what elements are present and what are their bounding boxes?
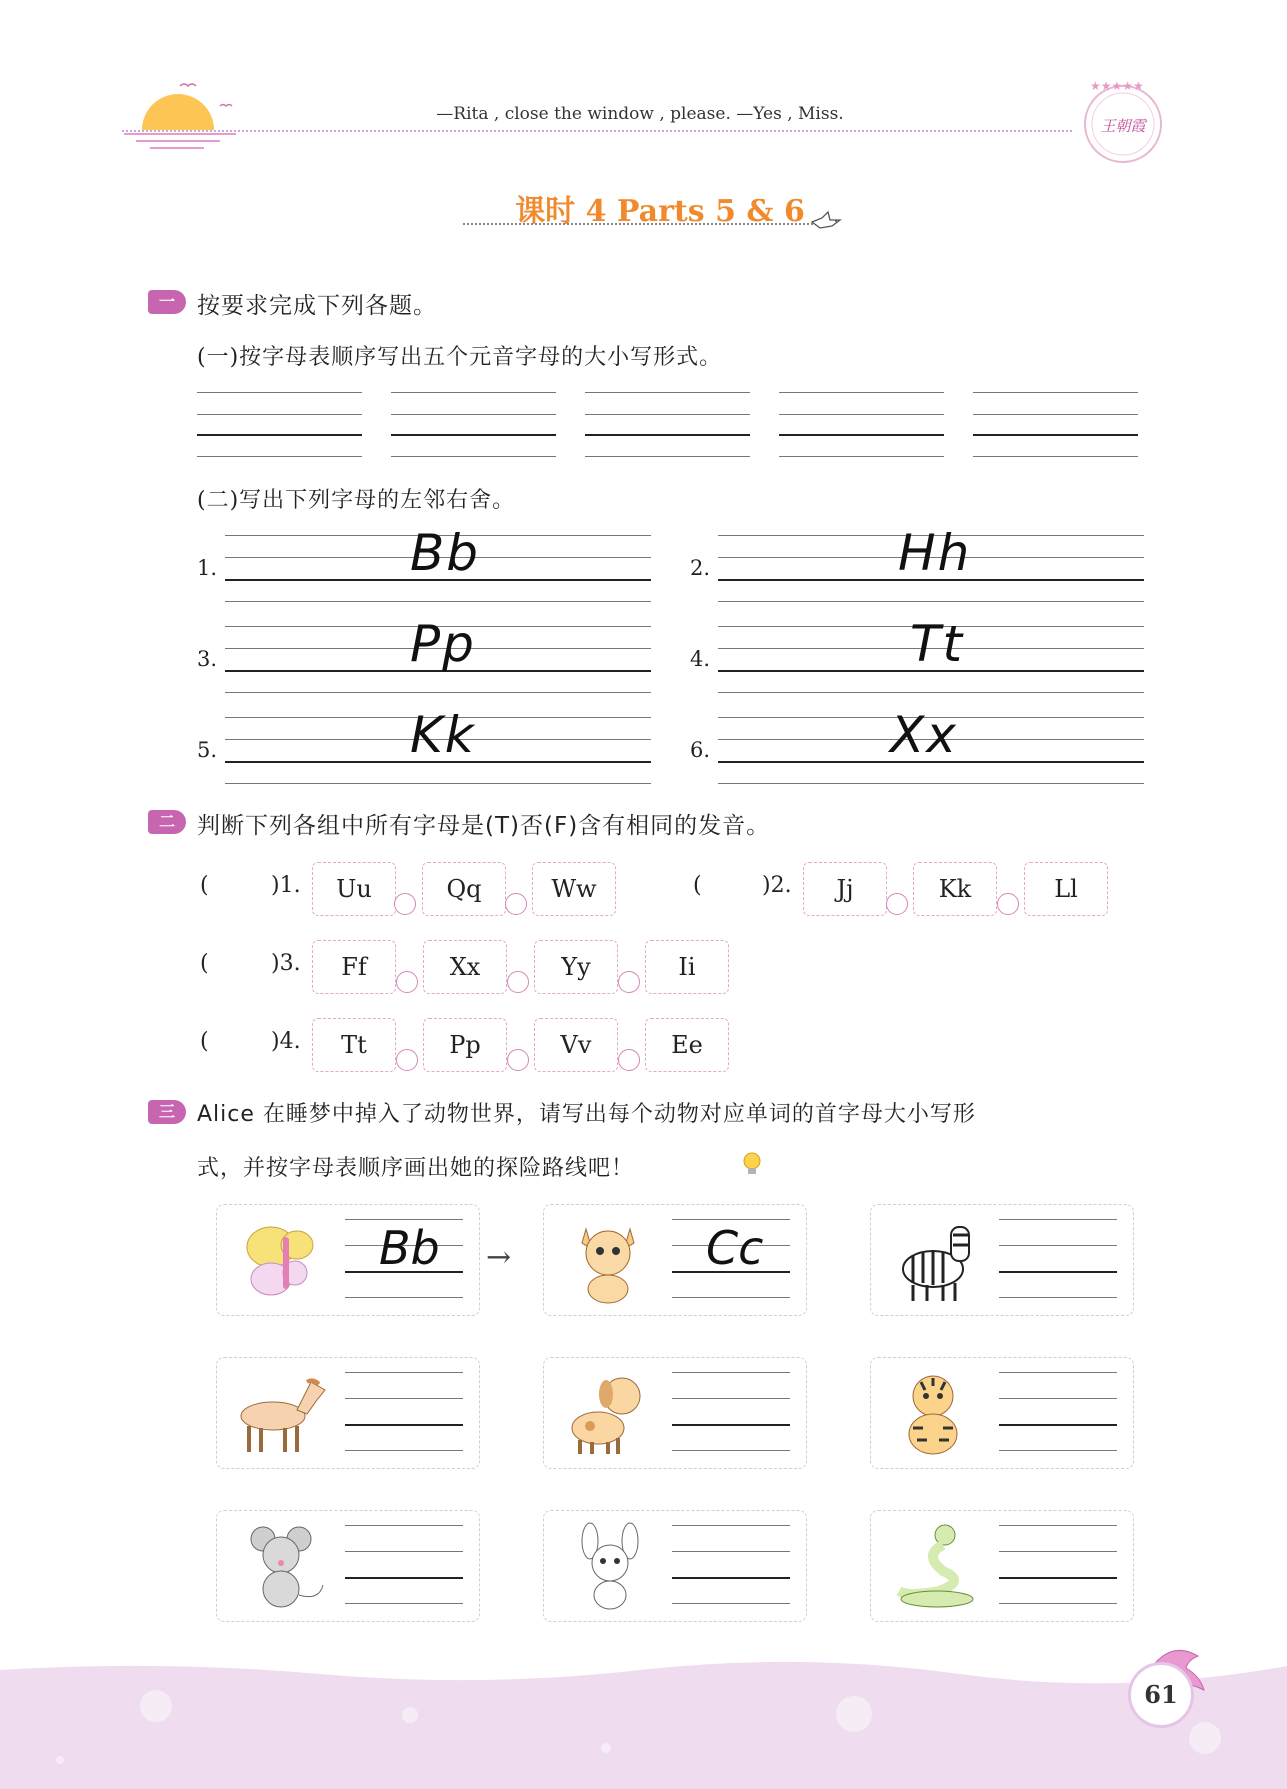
letter-box: Vv (534, 1018, 618, 1072)
letter-box: Xx (423, 940, 507, 994)
item-number: 4. (690, 647, 711, 671)
bead-decoration (505, 893, 527, 915)
bird-icon (810, 210, 844, 232)
section1-part2: (二)写出下列字母的左邻右舍。 (197, 488, 516, 513)
group-number: )3. (271, 951, 301, 976)
page-title: 课时 4 Parts 5 & 6 (515, 194, 805, 229)
section3-instruction-line1: Alice 在睡梦中掉入了动物世界，请写出每个动物对应单词的首字母大小写形 (197, 1102, 976, 1127)
section-badge-3: 三 (148, 1100, 186, 1124)
bead-decoration (886, 893, 908, 915)
given-letters-3: Pp (410, 615, 476, 673)
dog-icon (556, 1368, 666, 1458)
vowel-writing-grid-2[interactable] (391, 392, 556, 458)
header-divider (122, 130, 1072, 132)
letter-box: Jj (803, 862, 887, 916)
tiger-icon (883, 1368, 993, 1458)
bead-decoration (396, 1049, 418, 1071)
horse-icon (229, 1368, 339, 1458)
animal-card-dog[interactable] (543, 1357, 807, 1469)
bead-decoration (394, 893, 416, 915)
svg-text:★★★★★: ★★★★★ (1090, 79, 1144, 93)
sunset-icon (120, 78, 240, 153)
answer-paren-open[interactable]: ( (200, 951, 209, 976)
example-answer-cc: Cc (706, 1221, 764, 1275)
letter-box: Ii (645, 940, 729, 994)
letter-box: Uu (312, 862, 396, 916)
letter-box: Ee (645, 1018, 729, 1072)
letter-box: Ll (1024, 862, 1108, 916)
lightbulb-icon (740, 1150, 764, 1178)
vowel-writing-grid-3[interactable] (585, 392, 750, 458)
letter-box: Ff (312, 940, 396, 994)
animal-card-cat[interactable] (543, 1204, 807, 1316)
letter-box: Kk (913, 862, 997, 916)
route-arrow: → (486, 1240, 512, 1275)
animal-card-zebra[interactable] (870, 1204, 1134, 1316)
bead-decoration (997, 893, 1019, 915)
item-number: 2. (690, 556, 711, 580)
section-badge-2: 二 (148, 810, 186, 834)
letter-box: Qq (422, 862, 506, 916)
letter-box: Ww (532, 862, 616, 916)
bead-decoration (507, 971, 529, 993)
title-underline (463, 223, 813, 225)
section3-instruction-line2: 式，并按字母表顺序画出她的探险路线吧！ (197, 1156, 635, 1181)
cat-icon (556, 1215, 666, 1305)
section-badge-1: 一 (148, 290, 186, 314)
animal-card-snake[interactable] (870, 1510, 1134, 1622)
animal-card-horse[interactable] (216, 1357, 480, 1469)
animal-card-rabbit[interactable] (543, 1510, 807, 1622)
bead-decoration (507, 1049, 529, 1071)
page-number: 61 (1128, 1662, 1194, 1728)
mouse-icon (229, 1521, 339, 1611)
vowel-writing-grid-1[interactable] (197, 392, 362, 458)
vowel-writing-grid-5[interactable] (973, 392, 1138, 458)
bead-decoration (396, 971, 418, 993)
bead-decoration (618, 971, 640, 993)
vowel-writing-grid-4[interactable] (779, 392, 944, 458)
bead-decoration (618, 1049, 640, 1071)
header-dialogue: —Rita , close the window , please. —Yes , Miss. (436, 104, 844, 124)
given-letters-6: Xx (890, 706, 958, 764)
section2-instruction: 判断下列各组中所有字母是(T)否(F)含有相同的发音。 (197, 813, 771, 839)
letter-box: Yy (534, 940, 618, 994)
given-letters-4: Tt (910, 615, 965, 673)
answer-paren-open[interactable]: ( (200, 873, 209, 898)
letter-box: Tt (312, 1018, 396, 1072)
butterfly-icon (229, 1215, 339, 1305)
footer-wave (0, 1660, 1287, 1789)
item-number: 3. (197, 647, 218, 671)
animal-card-mouse[interactable] (216, 1510, 480, 1622)
group-number: )2. (762, 873, 792, 898)
item-number: 6. (690, 738, 711, 762)
group-number: )1. (271, 873, 301, 898)
given-letters-5: Kk (410, 706, 476, 764)
logo-text: 王朝霞 (1100, 117, 1146, 135)
section1-part1: (一)按字母表顺序写出五个元音字母的大小写形式。 (197, 345, 723, 370)
snake-icon (883, 1521, 993, 1611)
answer-paren-open[interactable]: ( (200, 1029, 209, 1054)
animal-card-tiger[interactable] (870, 1357, 1134, 1469)
animal-card-butterfly[interactable] (216, 1204, 480, 1316)
section1-instruction: 按要求完成下列各题。 (197, 293, 437, 319)
zebra-icon (883, 1215, 993, 1305)
given-letters-2: Hh (898, 524, 972, 582)
publisher-logo (1078, 76, 1168, 166)
rabbit-icon (556, 1521, 666, 1611)
example-answer-bb: Bb (379, 1221, 440, 1275)
group-number: )4. (271, 1029, 301, 1054)
letter-box: Pp (423, 1018, 507, 1072)
item-number: 5. (197, 738, 218, 762)
answer-paren-open[interactable]: ( (693, 873, 702, 898)
item-number: 1. (197, 556, 218, 580)
given-letters-1: Bb (410, 524, 481, 582)
